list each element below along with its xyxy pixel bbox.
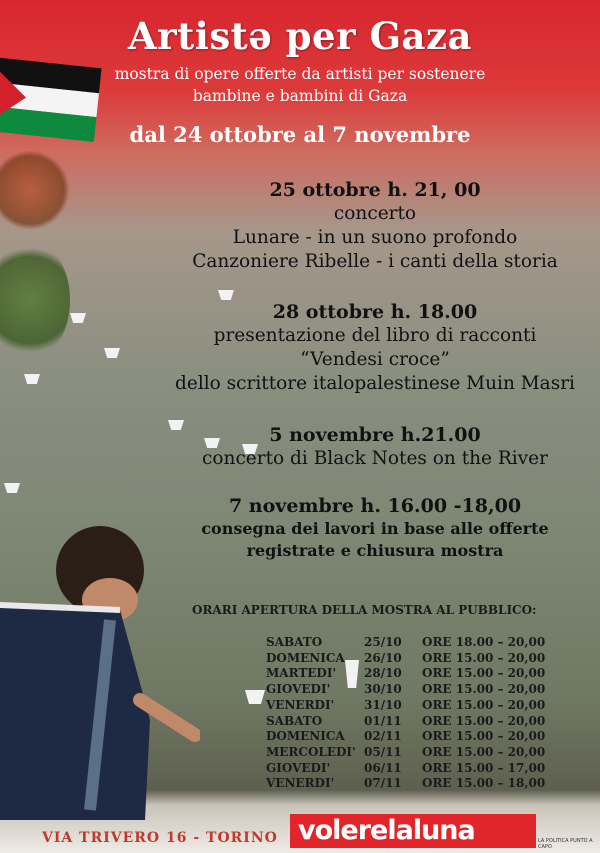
event-line: “Vendesi croce” bbox=[300, 349, 450, 370]
poster-title: Artistə per Gaza bbox=[127, 14, 473, 58]
date-cell: 05/11 bbox=[364, 744, 402, 759]
event-heading: 7 novembre h. 16.00 -18,00 bbox=[228, 495, 522, 517]
volerelaluna-logo: volerelaluna bbox=[290, 814, 536, 848]
date-cell: 02/11 bbox=[364, 729, 402, 744]
table-row bbox=[266, 761, 545, 777]
poster-subtitle bbox=[0, 63, 600, 107]
hours-cell: ORE 15.00 – 20,00 bbox=[422, 729, 546, 744]
event-block bbox=[160, 494, 590, 562]
table-row bbox=[266, 682, 545, 698]
day-cell: VENERDI' bbox=[266, 697, 335, 712]
day-cell: VENERDI' bbox=[266, 776, 335, 791]
hours-cell: ORE 15.00 – 17,00 bbox=[422, 760, 546, 775]
date-cell: 31/10 bbox=[364, 697, 402, 712]
table-row bbox=[266, 729, 545, 745]
event-line: Lunare - in un suono profondo bbox=[232, 227, 518, 248]
opening-hours-table bbox=[266, 635, 545, 792]
exhibition-dates: dal 24 ottobre al 7 novembre bbox=[129, 122, 471, 147]
day-cell: SABATO bbox=[266, 635, 323, 649]
hours-cell: ORE 15.00 – 20,00 bbox=[422, 713, 546, 728]
event-block bbox=[160, 178, 590, 274]
event-line: consegna dei lavori in base alle offerte bbox=[201, 519, 549, 538]
date-cell: 30/10 bbox=[364, 682, 402, 697]
table-row bbox=[266, 714, 545, 730]
table-row bbox=[266, 635, 545, 651]
day-cell: MERCOLEDI' bbox=[266, 744, 356, 759]
opening-hours-heading: ORARI APERTURA DELLA MOSTRA AL PUBBLICO: bbox=[192, 603, 537, 617]
event-block bbox=[160, 300, 590, 396]
boy-photo-illustration bbox=[0, 520, 200, 820]
event-heading: 28 ottobre h. 18.00 bbox=[272, 301, 478, 323]
table-row bbox=[266, 666, 545, 682]
day-cell: MARTEDI' bbox=[266, 666, 337, 681]
day-cell: DOMENICA bbox=[266, 650, 345, 665]
table-row bbox=[266, 776, 545, 792]
day-cell: SABATO bbox=[266, 713, 323, 728]
table-row bbox=[266, 698, 545, 714]
hours-cell: ORE 18.00 – 20,00 bbox=[422, 635, 546, 649]
hours-cell: ORE 15.00 – 20,00 bbox=[422, 697, 546, 712]
event-line: presentazione del libro di racconti bbox=[213, 325, 537, 346]
table-row bbox=[266, 651, 545, 667]
date-cell: 25/10 bbox=[364, 635, 402, 649]
venue-address: VIA TRIVERO 16 - TORINO bbox=[42, 830, 278, 846]
event-line: dello scrittore italopalestinese Muin Masri bbox=[175, 373, 575, 394]
hours-cell: ORE 15.00 – 20,00 bbox=[422, 650, 546, 665]
table-row bbox=[266, 745, 545, 761]
day-cell: DOMENICA bbox=[266, 729, 345, 744]
hours-cell: ORE 15.00 – 20,00 bbox=[422, 666, 546, 681]
day-cell: GIOVEDI' bbox=[266, 682, 331, 697]
event-heading: 5 novembre h.21.00 bbox=[269, 424, 481, 446]
event-line: Canzoniere Ribelle - i canti della storia bbox=[192, 251, 558, 272]
event-line: concerto bbox=[333, 203, 417, 224]
date-cell: 01/11 bbox=[364, 713, 402, 728]
day-cell: GIOVEDI' bbox=[266, 760, 331, 775]
event-heading: 25 ottobre h. 21, 00 bbox=[269, 179, 481, 201]
event-line: registrate e chiusura mostra bbox=[246, 541, 504, 560]
date-cell: 06/11 bbox=[364, 760, 402, 775]
date-cell: 07/11 bbox=[364, 776, 402, 791]
event-line: concerto di Black Notes on the River bbox=[202, 448, 548, 469]
hours-cell: ORE 15.00 – 20,00 bbox=[422, 744, 546, 759]
hours-cell: ORE 15.00 – 18,00 bbox=[422, 776, 546, 791]
hours-cell: ORE 15.00 – 20,00 bbox=[422, 682, 546, 697]
subtitle-line: bambine e bambini di Gaza bbox=[192, 87, 408, 105]
event-block bbox=[160, 423, 590, 471]
logo-tagline: LA POLITICA PUNTO A CAPO bbox=[538, 838, 593, 850]
date-cell: 28/10 bbox=[364, 666, 402, 681]
subtitle-line: mostra di opere offerte da artisti per sostenere bbox=[114, 65, 486, 83]
date-cell: 26/10 bbox=[364, 650, 402, 665]
